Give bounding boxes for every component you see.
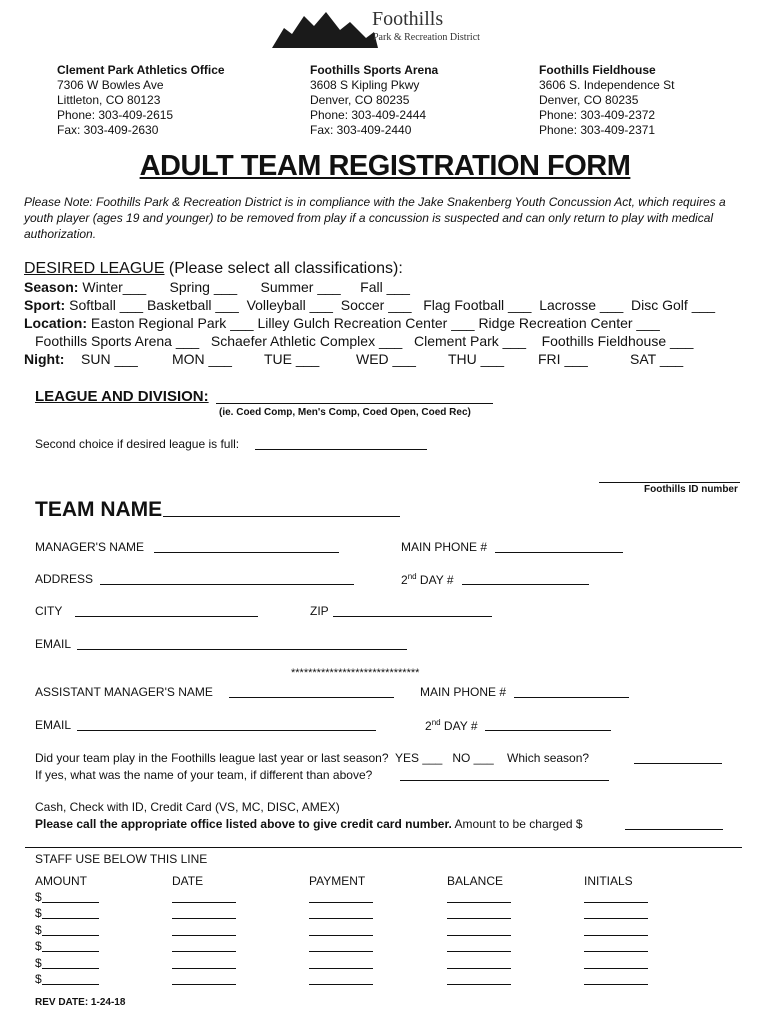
staff-entry-field[interactable] bbox=[172, 907, 236, 919]
night-sun[interactable]: SUN ___ bbox=[81, 351, 138, 367]
office-name: Clement Park Athletics Office bbox=[57, 63, 225, 77]
col-payment: PAYMENT bbox=[309, 874, 366, 888]
second-choice-field[interactable] bbox=[255, 438, 427, 450]
staff-entry-field[interactable] bbox=[584, 940, 648, 952]
staff-divider bbox=[25, 847, 742, 848]
team-name-field[interactable] bbox=[163, 505, 400, 517]
staff-entry-field[interactable] bbox=[584, 907, 648, 919]
office-name: Foothills Sports Arena bbox=[310, 63, 439, 77]
league-division-label: LEAGUE AND DIVISION: bbox=[35, 388, 209, 405]
email-field[interactable] bbox=[77, 638, 407, 650]
staff-entry-field[interactable] bbox=[42, 924, 99, 936]
office-line: Littleton, CO 80123 bbox=[57, 93, 161, 107]
night-tue[interactable]: TUE ___ bbox=[264, 351, 320, 367]
league-division-field[interactable] bbox=[216, 392, 493, 404]
staff-dollar-sign: $ bbox=[35, 906, 42, 921]
main-phone-label: MAIN PHONE # bbox=[401, 540, 488, 554]
season-row[interactable] bbox=[24, 279, 410, 295]
form-title: ADULT TEAM REGISTRATION FORM bbox=[139, 150, 631, 182]
heading-text: DESIRED LEAGUE bbox=[24, 260, 165, 277]
location-label: Location: bbox=[24, 315, 87, 331]
staff-use-heading: STAFF USE BELOW THIS LINE bbox=[35, 852, 208, 866]
office-sports-arena bbox=[310, 63, 438, 138]
col-date: DATE bbox=[172, 874, 204, 888]
staff-entry-field[interactable] bbox=[172, 891, 236, 903]
staff-entry-field[interactable] bbox=[42, 940, 99, 952]
office-line: Phone: 303-409-2444 bbox=[310, 108, 427, 122]
amount-charged-field[interactable] bbox=[625, 818, 723, 830]
asst-email-label: EMAIL bbox=[35, 718, 72, 732]
staff-entry-field[interactable] bbox=[42, 907, 99, 919]
staff-entry-field[interactable] bbox=[309, 940, 373, 952]
second-choice-label: Second choice if desired league is full: bbox=[35, 437, 240, 451]
location-row-2[interactable]: Foothills Sports Arena ___ Schaefer Athletic Complex ___ Clement Park ___ Foothills Fieldhouse ___ bbox=[35, 333, 694, 349]
staff-entry-field[interactable] bbox=[584, 957, 648, 969]
staff-dollar-sign: $ bbox=[35, 939, 42, 954]
address-label: ADDRESS bbox=[35, 572, 94, 586]
staff-entry-field[interactable] bbox=[584, 924, 648, 936]
staff-entry-field[interactable] bbox=[584, 891, 648, 903]
office-line: 3608 S Kipling Pkwy bbox=[310, 78, 420, 92]
address-field[interactable] bbox=[100, 573, 354, 585]
night-sat[interactable]: SAT ___ bbox=[630, 351, 684, 367]
office-clement-park bbox=[57, 63, 225, 138]
district-logo bbox=[270, 8, 490, 50]
second-day-label bbox=[401, 572, 454, 587]
staff-entry-field[interactable] bbox=[172, 973, 236, 985]
manager-name-field[interactable] bbox=[154, 541, 339, 553]
staff-entry-field[interactable] bbox=[309, 957, 373, 969]
asst-manager-field[interactable] bbox=[229, 686, 394, 698]
staff-entry-field[interactable] bbox=[584, 973, 648, 985]
note-line: youth player (ages 19 and younger) to be removed from play if a concussion is suspected and can only return to play with medical bbox=[24, 211, 714, 225]
sport-options[interactable]: Softball ___ Basketball ___ Volleyball ___ Soccer ___ Flag Football ___ Lacrosse ___ Disc Golf ___ bbox=[69, 297, 716, 313]
day-num: 2 bbox=[425, 719, 432, 733]
heading-rest: (Please select all classifications): bbox=[164, 260, 403, 277]
day-num: 2 bbox=[401, 573, 408, 587]
call-office-text: Please call the appropriate office listed above to give credit card number. bbox=[35, 817, 452, 831]
note-line: Please Note: Foothills Park & Recreation District is in compliance with the Jake Snakenberg Youth Concussion Act, which requires a bbox=[24, 195, 726, 209]
office-line: Phone: 303-409-2615 bbox=[57, 108, 174, 122]
night-fri[interactable]: FRI ___ bbox=[538, 351, 588, 367]
staff-entry-field[interactable] bbox=[447, 957, 511, 969]
day-sup: nd bbox=[431, 718, 441, 727]
staff-dollar-sign: $ bbox=[35, 890, 42, 904]
staff-entry-field[interactable] bbox=[172, 940, 236, 952]
night-wed[interactable]: WED ___ bbox=[356, 351, 416, 367]
staff-entry-field[interactable] bbox=[309, 973, 373, 985]
staff-entry-field[interactable] bbox=[447, 940, 511, 952]
note-line: authorization. bbox=[24, 227, 97, 241]
concussion-note bbox=[24, 194, 726, 242]
day-sup: nd bbox=[407, 572, 417, 581]
asst-main-phone-field[interactable] bbox=[514, 686, 629, 698]
office-line: 7306 W Bowles Ave bbox=[57, 78, 164, 92]
office-fieldhouse bbox=[539, 63, 674, 138]
asst-email-field[interactable] bbox=[77, 719, 376, 731]
staff-entry-field[interactable] bbox=[447, 891, 511, 903]
manager-name-label: MANAGER'S NAME bbox=[35, 540, 144, 554]
staff-entry-field[interactable] bbox=[42, 973, 99, 985]
col-balance: BALANCE bbox=[447, 874, 504, 888]
asst-main-phone-label: MAIN PHONE # bbox=[420, 685, 507, 699]
staff-entry-field[interactable] bbox=[172, 957, 236, 969]
foothills-id-label: Foothills ID number bbox=[644, 484, 738, 495]
staff-entry-field[interactable] bbox=[447, 907, 511, 919]
night-row[interactable] bbox=[24, 351, 724, 367]
col-amount: AMOUNT bbox=[35, 874, 87, 888]
team-name-label: TEAM NAME bbox=[35, 498, 163, 521]
staff-entry-field[interactable] bbox=[309, 907, 373, 919]
office-line: Phone: 303-409-2371 bbox=[539, 123, 656, 137]
amount-label: Amount to be charged $ bbox=[454, 817, 583, 831]
asst-second-day-field[interactable] bbox=[485, 719, 611, 731]
office-line: Denver, CO 80235 bbox=[539, 93, 639, 107]
office-line: 3606 S. Independence St bbox=[539, 78, 675, 92]
staff-entry-field[interactable] bbox=[172, 924, 236, 936]
desired-league-heading bbox=[24, 260, 403, 278]
previous-team-question: If yes, what was the name of your team, if different than above? bbox=[35, 768, 373, 782]
email-label: EMAIL bbox=[35, 637, 72, 651]
league-division-hint: (ie. Coed Comp, Men's Comp, Coed Open, Coed Rec) bbox=[219, 407, 471, 418]
staff-entry-field[interactable] bbox=[42, 957, 99, 969]
asst-second-day-label bbox=[425, 718, 478, 733]
staff-dollar-sign: $ bbox=[35, 922, 42, 937]
revision-date: REV DATE: 1-24-18 bbox=[35, 997, 126, 1008]
sport-row[interactable] bbox=[24, 297, 715, 313]
col-initials: INITIALS bbox=[584, 874, 633, 888]
night-thu[interactable]: THU ___ bbox=[448, 351, 505, 367]
staff-dollar-sign: $ bbox=[35, 972, 42, 986]
night-mon[interactable]: MON ___ bbox=[172, 351, 232, 367]
foothills-id-field[interactable] bbox=[599, 471, 740, 483]
payment-instructions bbox=[35, 817, 583, 831]
logo-name: Foothills bbox=[372, 8, 444, 30]
staff-dollar-sign: $ bbox=[35, 955, 42, 970]
previous-team-field[interactable] bbox=[400, 769, 609, 781]
staff-entry-field[interactable] bbox=[447, 924, 511, 936]
second-day-field[interactable] bbox=[462, 573, 589, 585]
night-label: Night: bbox=[24, 351, 65, 367]
city-label: CITY bbox=[35, 604, 63, 618]
office-name: Foothills Fieldhouse bbox=[539, 63, 656, 77]
staff-entry-field[interactable] bbox=[309, 924, 373, 936]
day-rest: DAY # bbox=[416, 573, 454, 587]
season-label: Season: bbox=[24, 279, 79, 295]
zip-field[interactable] bbox=[333, 605, 492, 617]
staff-entry-field[interactable] bbox=[309, 891, 373, 903]
logo-subtitle: Park & Recreation District bbox=[373, 32, 480, 43]
separator-stars: ****************************** bbox=[291, 667, 420, 679]
staff-entry-field[interactable] bbox=[447, 973, 511, 985]
main-phone-field[interactable] bbox=[495, 541, 623, 553]
office-line: Fax: 303-409-2630 bbox=[57, 123, 159, 137]
sport-label: Sport: bbox=[24, 297, 66, 313]
which-season-field[interactable] bbox=[634, 752, 722, 764]
played-last-season-question[interactable]: Did your team play in the Foothills league last year or last season? YES ___ NO ___ Which season? bbox=[35, 751, 590, 765]
office-line: Denver, CO 80235 bbox=[310, 93, 410, 107]
mountain-logo-icon bbox=[270, 8, 380, 50]
office-line: Phone: 303-409-2372 bbox=[539, 108, 656, 122]
day-rest: DAY # bbox=[440, 719, 478, 733]
season-options[interactable]: Winter___ Spring ___ Summer ___ Fall ___ bbox=[82, 279, 410, 295]
payment-methods: Cash, Check with ID, Credit Card (VS, MC, DISC, AMEX) bbox=[35, 800, 340, 814]
city-field[interactable] bbox=[75, 605, 258, 617]
staff-entry-field[interactable] bbox=[42, 891, 99, 903]
office-line: Fax: 303-409-2440 bbox=[310, 123, 412, 137]
asst-manager-label: ASSISTANT MANAGER'S NAME bbox=[35, 685, 213, 699]
location-options[interactable]: Easton Regional Park ___ Lilley Gulch Recreation Center ___ Ridge Recreation Center ___ bbox=[90, 315, 660, 331]
zip-label: ZIP bbox=[310, 604, 329, 618]
location-row[interactable] bbox=[24, 315, 660, 331]
